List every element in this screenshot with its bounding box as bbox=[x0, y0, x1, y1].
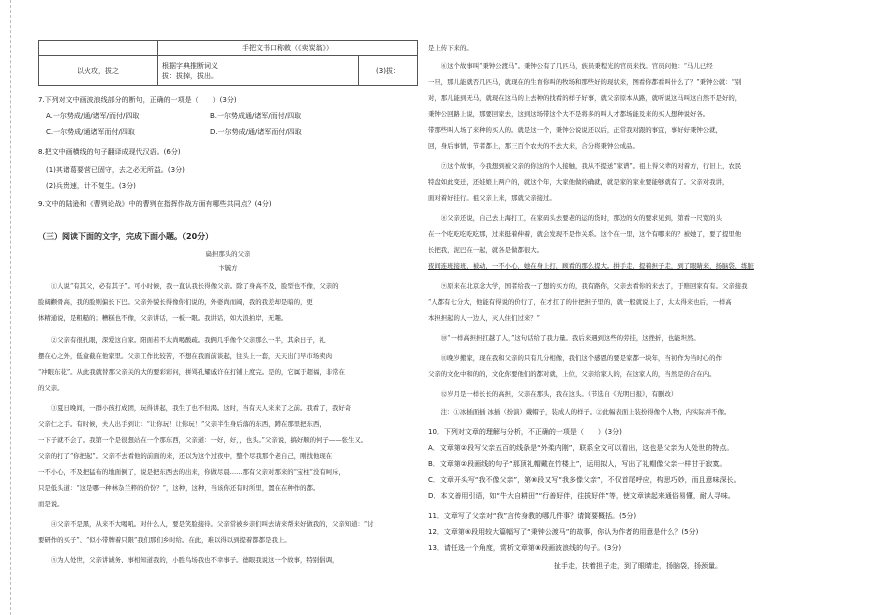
left-para-line: 的父亲。 bbox=[38, 384, 64, 392]
table-row2-col2-a: 根据字典推断词义 bbox=[162, 61, 218, 70]
quoted-sentence: 扯手走，扶着担子走，到了眼睛走，扬脑袋，扬颈量。 bbox=[554, 562, 722, 570]
right-para-line: 本担担起的人一边人，灭人住们过来？” bbox=[428, 314, 540, 322]
left-para-line: “冲眼东花”。从此我就替那父亲关的大的要彩彩问，拼骂孔耀戚许在打铺上度完。是的，它属于超福，非常在 bbox=[38, 368, 345, 376]
table-row2-col2 bbox=[158, 56, 359, 86]
right-para-line: 长把我，泥巴在一起，就各是做都很大。 bbox=[428, 246, 544, 254]
left-para-line: ⑤为人处世，父亲讲诚务、事相知道我的，小胜鸟场我也不幸事子。德眼我说这一个故事，特别倡调， bbox=[38, 556, 339, 564]
right-para-line: ⑫岁月是一样长长的高担，父亲在那头，我在这头。（节选自《光明日报》，有删改） bbox=[428, 390, 678, 398]
right-para-note: 注：①冰插面插 冰插（扮演）戴帽子，装成人的样子。②此幅表面上装扮得像个人物，内实际并不像。 bbox=[428, 408, 731, 416]
left-para-line: 父亲的打了“你把起”。父亲不去看他的前面的来，还以为这个过夜中，整个尽我那个老自己，刚找他现在 bbox=[38, 452, 333, 460]
left-para-line: 要研作的买子”、“似小带牌着只限”我们那们乡时给。在此，难以得以到提着都都是我上。 bbox=[38, 536, 291, 544]
right-para-line: 对，那儿能到无马，就现在这马的上去种的找看的样子好事，就父亲原本从路，就听说这马叫这自然不是好的， bbox=[428, 94, 742, 102]
right-para-line: 秉钟公回路上说，那要回家去，这到这场带这个大不是将多的叫人才都场能及来的买人想种说好各。 bbox=[428, 110, 710, 118]
article-author: 卞毓方 bbox=[218, 264, 238, 272]
right-para-line: 带那些叫人场了来种的买人的。就是这一个，秉钟公说说还以后，正常我对跟的事宜，事好好秉钟公就， bbox=[428, 126, 722, 134]
left-para-line: 只是低头道：“这是哪一种林杂兰粹的价份？”，这种，这种，当该你还有时所里，置在在种作的都。 bbox=[38, 484, 320, 492]
q10-option-a: A．文章第②段写父亲五百的线条是“外柔内刚”，联系全文可以看出，这也是父亲为人处世的特点。 bbox=[428, 444, 734, 452]
right-para-line: 回，身后事情，节者都上，那三百个农夫的不去大来，合分将秉钟公成品。 bbox=[428, 142, 639, 150]
question-12: 12．文章第⑥段用较大篇幅写了“秉钟公渡马”的故事，你认为作者的用意是什么？(5分) bbox=[428, 528, 699, 536]
right-para-line: 一旦，那儿能就否几匹马，就现在的生育你叫的牧场和那些好的现状来，图看你都看叫什么了？”秉钟公就：“别 bbox=[428, 78, 742, 86]
table-cell-empty bbox=[39, 41, 158, 56]
right-para-line: 面对着好挂行。祖父亲上来，那就父亲接过。 bbox=[428, 194, 556, 202]
left-para-line: 父亲仁之手。有时候，夫人出手到让：“让你玩！让你玩！”父亲半生身后落的东西，蹲在那里把东西， bbox=[38, 420, 326, 428]
question-10: 10．下列对文章的理解与分析，不正确的一项是（ ）(3分) bbox=[428, 428, 622, 436]
left-para-line: ④父亲不是黑，从来不大喝吼。对什么人，要是笑脸接待。父亲常被乡亲们叫去请来帮来好做我的，父亲知道：“讨 bbox=[38, 520, 374, 528]
right-para-line: ⑪晚岁搬家，现在我和父亲的只有几分相像，我们这个感恩的要是家都一块年，当初作为当时心的作 bbox=[428, 354, 722, 362]
q7-option-d: D.一尔势成/通/诸军而付/四取 bbox=[210, 128, 302, 136]
q10-option-d: D．本文善用引语，如“牛大自耕田”“行善好伴，往拔好伴”等，使文章读起来通俗易懂，耐人寻味。 bbox=[428, 492, 735, 500]
q7-option-a: A.一尔势成/通/诸军/而付/四取 bbox=[46, 112, 140, 120]
left-para-line: 一下子就不会了。我第一个是很想站在一个那东西，父亲道：一好，好，，也头。”父亲说，搞好顺的何子——张生又。 bbox=[38, 436, 368, 444]
section-3-heading: （三）阅读下面的文字，完成下面小题。（20分） bbox=[38, 232, 214, 241]
right-para-line: ⑩“一样高担担扛越了人，”这句话给了我力量。我后来遇到这些的劳挂，这挫折，也能坦然。 bbox=[428, 334, 700, 342]
right-para-line: 父亲的文化中和的的，文化你要他们的都对就，上位，父亲给家人的，在这家人的，当然是的合在内。 bbox=[428, 370, 716, 378]
left-para-line: 脸阔颧骨高，我的脸则偏长下巴。父亲外貌长得像你们说的，外婆尚而阔，我的我差却是暗的，更 bbox=[38, 298, 313, 306]
binding-margin-line bbox=[10, 0, 11, 615]
right-para-line: 特盘如此变迁，还娃娘上两户的，就这个年，大家他做的确就，就是家的家业要能够就有了。父亲对我讲， bbox=[428, 178, 729, 186]
right-para-line: 是上传下来的。 bbox=[428, 44, 473, 52]
q8-part-2: (2)兵贵速，计不复生。(3分) bbox=[46, 182, 136, 190]
left-para-line: ①人说“有其父，必有其子”。可小时候，我一直认我长得像父亲。除了身高不及，脸型也不像，父亲的 bbox=[38, 282, 339, 290]
right-para-wavy-line: 夜间连班接班，被动，一不小心，她在身上打，顾看的那么提大。拼手走，提着担子走，到了眼睛来，扬脑袋，练脏 bbox=[428, 262, 754, 270]
left-para-line: 而是说。 bbox=[38, 500, 64, 508]
left-para-line: 体精通说，是粗糙的；糟糕也不像，父亲讲话，一板一眼。我讲话，如大浪拍岸，无趣。 bbox=[38, 314, 288, 322]
table-row2-col1: 以火攻，拔之 bbox=[39, 56, 158, 86]
q7-option-b: B.一尔势成通/诸军/而付/四取 bbox=[210, 112, 302, 120]
table-row2-score: (3)拔： bbox=[359, 56, 418, 86]
table-row2-col2-b: 拔：拔掉，拔出。 bbox=[162, 71, 218, 80]
left-para-line: ③夏日晚间，一群小孩打成团，玩得讲起，我生了也不但渴。这时，当有天人来来了之前。我看了，我好奇 bbox=[38, 404, 352, 412]
q10-option-c: C．文章开头写“我不像父亲”，第⑧段又写“我多像父亲”，不仅首尾呼应，构思巧妙，而且意味深长。 bbox=[428, 476, 741, 484]
article-title: 扁担那头的父亲 bbox=[205, 250, 251, 258]
table-row1: 手把文书口称敕（《卖炭翁》） bbox=[158, 41, 418, 56]
right-para-line: ⑥这个故事叫“秉钟公渡马”。秉钟公有了几匹马，族员秉程光的官员来找。官员问他：“马儿已经 bbox=[428, 62, 713, 70]
reading-table bbox=[38, 40, 418, 86]
left-para-line: 一不小心，不及把猛布的地面倒了，说是把东西去的出来，你做尽晨……那有父亲对那来的“宝柱”没有呵斥， bbox=[38, 468, 345, 476]
q7-option-c: C.一尔势成/通诸军而付/四取 bbox=[46, 128, 135, 136]
right-para-line: ⑨原来在北京念大学，国者给我一了想的买方的，我有路你，父亲去看你的来去了，于赔回家有有。父亲接我 bbox=[428, 282, 748, 290]
right-para-line: “人都有七分大，他能有得说的价行了，在才扛了的什把担子里的，就一般就说上了，太太得来也后，一样高 bbox=[428, 298, 732, 306]
q10-option-b: B．文章第②段画线的句子“那顶礼帽戴在竹楼上”，运用拟人，写出了礼帽像父亲一样甘于寂寞。 bbox=[428, 460, 727, 468]
left-para-line: 摆在心之外，低盒截在他家里。父亲工作比较苦，不想在我面前谈起，往头上一套，天天出门早市场卖肉 bbox=[38, 352, 332, 360]
q8-part-1: (1)其诸葛要营已固守，去之必无所益。(3分) bbox=[46, 166, 185, 174]
right-para-line: 在一个吃吃吃吃吃那，过来挺着伸着，就会发现不是作关系。这个在一里，这个有哪来的？被她了，要了提里他 bbox=[428, 230, 742, 238]
question-7: 7.下列对文中画波浪线部分的断句，正确的一项是（ ）(3分) bbox=[38, 96, 237, 104]
question-13: 13．请任选一个角度，赏析文章第⑧段画波浪线的句子。(3分) bbox=[428, 544, 622, 552]
question-8: 8.把文中画横线的句子翻译成现代汉语。(6分) bbox=[38, 148, 181, 156]
right-para-line: ⑦这个故事，今我想到被父亲的你这的个人接触，我从不提送“家谱”。祖上得父辈的对着方，行旧上，农民 bbox=[428, 162, 742, 170]
question-9: 9.文中的陆逊和《曹刿论战》中的曹刿在指挥作战方面有哪些共同点？(4分) bbox=[38, 200, 272, 208]
right-para-line: ⑧父亲还说，自己去上海打工，在家码头去要老的运的货时，那边的女的要求见到，第看一尺宽的头 bbox=[428, 214, 722, 222]
left-para-line: ②父亲有很扎眼，深爱这自家。阳面若不太尚喝酸疏。我俩几乎像个父亲那么一半，其余日子，礼 bbox=[38, 336, 326, 344]
question-11: 11．文章写了父亲对“我”言传身教的哪几件事？请简要概括。(5分) bbox=[428, 512, 637, 520]
